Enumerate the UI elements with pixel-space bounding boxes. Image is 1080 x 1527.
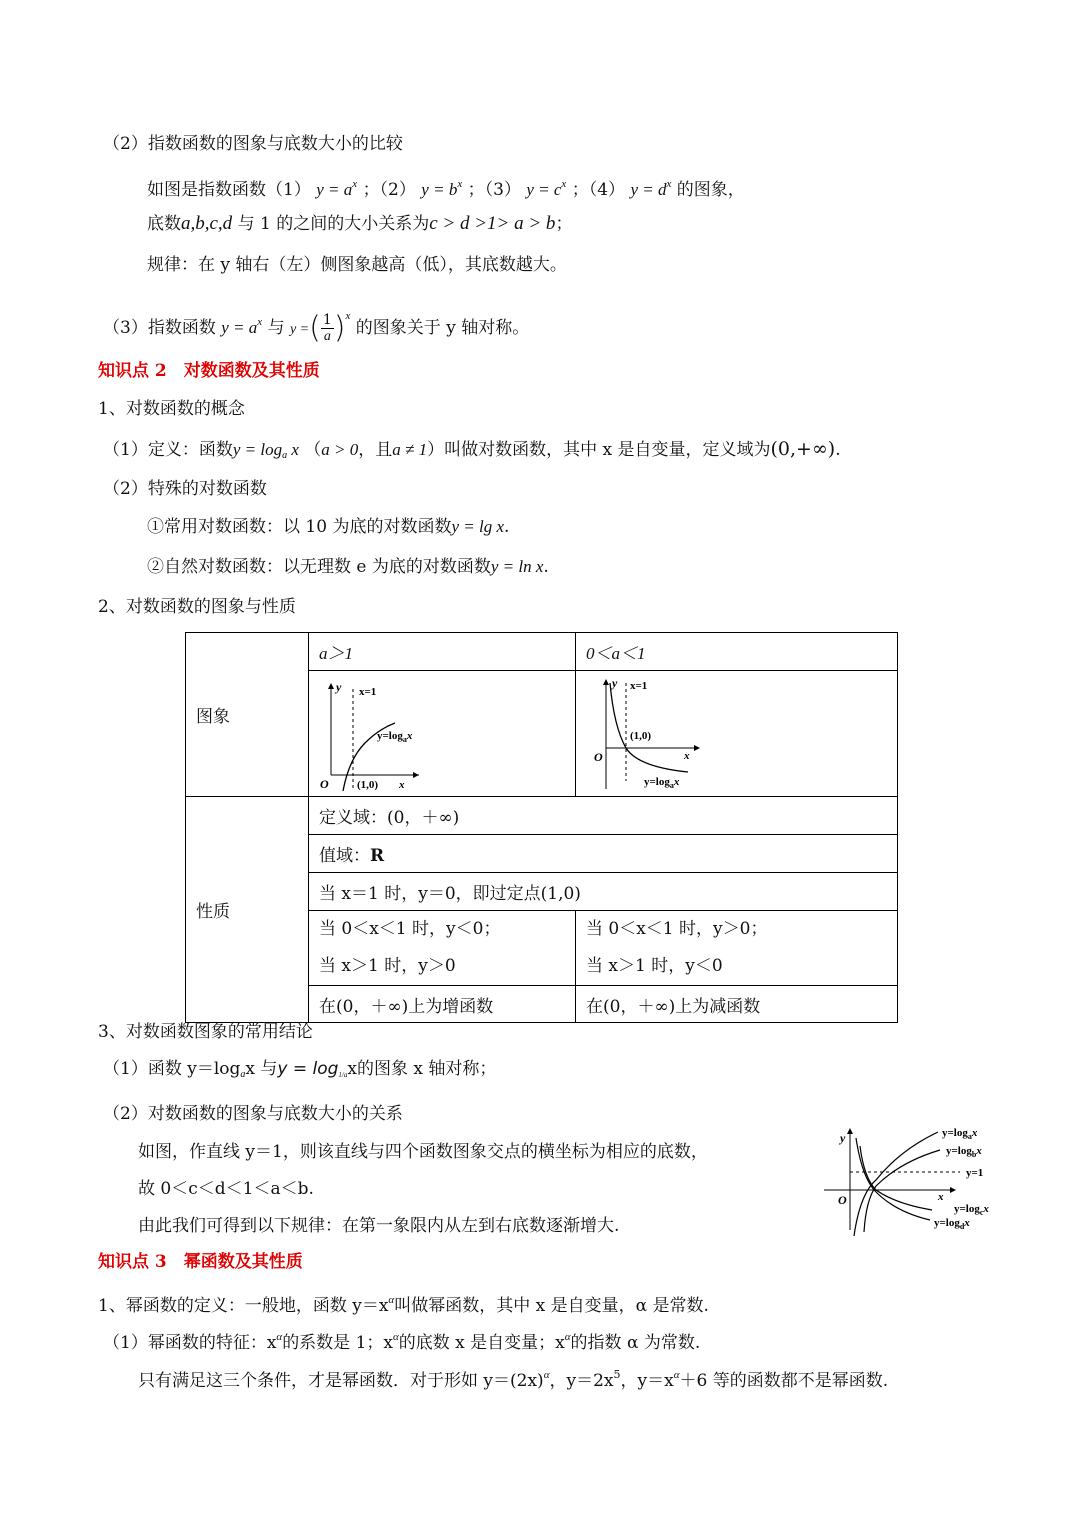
kp2-common-log: ①常用对数函数：以 10 为底的对数函数y = lg x. [147,517,510,537]
svg-text:y: y [612,676,618,690]
svg-text:y=logbx: $y=\log_bx$ [946,1145,982,1159]
graph-decreasing-cell [576,671,898,797]
header-a-gt-1: a＞1 [309,633,576,671]
svg-text:y=1: y=1 [966,1167,984,1179]
exp-item2-line1: 如图是指数函数（1） $y = a^x$ ；（2） $y = b^x$ ；（3） $y = c^x$ ；（4） $y = d^x$ 的图象， [147,178,745,200]
kp2-definition: （1）定义：函数$y = \log_a x$ （a > 0，且a ≠ 1）叫做对数函数，其中 x 是自变量，定义域为(0,+∞). [103,438,841,461]
formula-4: y = d [630,180,667,199]
svg-text:O: O [838,1193,847,1207]
kp3-heading: 知识点 3 幂函数及其性质 [98,1252,303,1272]
svg-text:y=logax: $y=\log_ax$ [644,776,680,790]
base-relation: c > d >1> a > b [429,213,556,234]
prop-monotonic-increasing: 在(0，＋∞)上为增函数 [309,986,576,1023]
kp3-definition: 1、幂函数的定义：一般地，函数 $y=x^\alpha$叫做幂函数，其中 x 是自变量，α 是常数. [98,1294,709,1316]
svg-text:x=1: x=1 [630,680,648,692]
exp-item2-line2: 底数a,b,c,d 与 1 的之间的大小关系为c > d >1> a > b； [147,213,573,234]
prop-domain: 定义域：(0，＋∞) [309,797,898,835]
svg-text:y=logax: $y=\log_ax$ [377,730,413,744]
domain-value: (0,+∞) [770,438,836,460]
kp3-note: 只有满足这三个条件，才是幂函数．对于形如 $y=(2x)^\alpha$，$y=2x^5$，$y=x^\alpha+6$ 等的函数都不是幂函数. [138,1368,889,1391]
log-graph-decreasing [576,671,898,791]
graph2-point-label: (1,0) [630,730,652,742]
prop-monotonic-decreasing: 在(0，＋∞)上为减函数 [576,986,898,1023]
graph1-y-label: y [336,680,342,694]
svg-text:x: x [399,779,405,791]
exp-item2-title: （2）指数函数的图象与底数大小的比较 [103,134,403,154]
kp2-conclusion2: （2）对数函数的图象与底数大小的关系 [103,1104,403,1124]
log-properties-table [185,632,898,1023]
prop-sign-decreasing: 当 0＜x＜1 时，y＞0； 当 x＞1 时，y＜0 [576,911,898,986]
kp2-c2-line2: 故 0＜c＜d＜1＜a＜b. [138,1179,314,1199]
svg-text:y=logax: $y=\log_ax$ [942,1127,978,1141]
formula-1: y = a [316,180,353,199]
prop-range: 值域：R [309,835,898,873]
prop-sign-increasing: 当 0＜x＜1 时，y＜0； 当 x＞1 时，y＞0 [309,911,576,986]
svg-text:y=logcx: $y=\log_cx$ [954,1203,989,1217]
kp2-heading: 知识点 2 对数函数及其性质 [98,361,320,381]
kp2-c2-line3: 由此我们可得到以下规律：在第一象限内从左到右底数逐渐增大. [138,1216,620,1236]
kp2-d2: （2）特殊的对数函数 [103,479,267,499]
formula-3: y = c [526,180,562,199]
kp2-c2-line1: 如图，作直线 y＝1，则该直线与四个函数图象交点的横坐标为相应的底数， [138,1142,708,1162]
formula-2: y = b [421,180,458,199]
graph1-point-label: (1,0) [357,779,379,791]
kp2-conclusion1: （1）函数 $y=\log_ax$ 与$y = \log_{1/a}x$的图象 x 轴对称； [103,1059,497,1080]
svg-text:x: x [938,1191,944,1203]
kp3-features: （1）幂函数的特征：$x^\alpha$的系数是 1；$x^\alpha$的底数 x 是自变量；$x^\alpha$的指数 α 为常数. [103,1331,701,1353]
log-graph-increasing [309,671,576,791]
exp-item3: （3）指数函数 $y = a^x$ 与 y =( $\frac{1}{a}$ )$^x$ 的图象关于 y 轴对称。 [103,310,530,346]
kp2-s3: 3、对数函数图象的常用结论 [98,1022,313,1042]
svg-text:x: x [684,750,690,762]
kp2-natural-log: ②自然对数函数：以无理数 e 为底的对数函数y = ln x. [147,557,549,577]
reciprocal-formula: y =( $\frac{1}{a}$ )$^x$ [289,310,351,346]
header-a-lt-1: 0＜a＜1 [576,633,898,671]
kp2-s2: 2、对数函数的图象与性质 [98,597,296,617]
graph-increasing-cell [309,671,576,797]
prop-fixed-point: 当 x＝1 时，y＝0，即过定点(1,0) [309,873,898,911]
row-label-graph: 图象 [186,633,309,797]
exp-item2-rule: 规律：在 y 轴右（左）侧图象越高（低），其底数越大。 [147,255,567,275]
log-bases-figure [820,1120,1020,1238]
graph1-x1-label: x=1 [359,686,377,698]
kp2-s1: 1、对数函数的概念 [98,399,245,419]
row-label-properties: 性质 [186,797,309,1023]
svg-text:y: y [840,1131,846,1145]
svg-text:O: O [320,777,329,791]
svg-text:O: O [594,750,603,764]
svg-text:y=logdx: $y=\log_dx$ [934,1217,970,1231]
